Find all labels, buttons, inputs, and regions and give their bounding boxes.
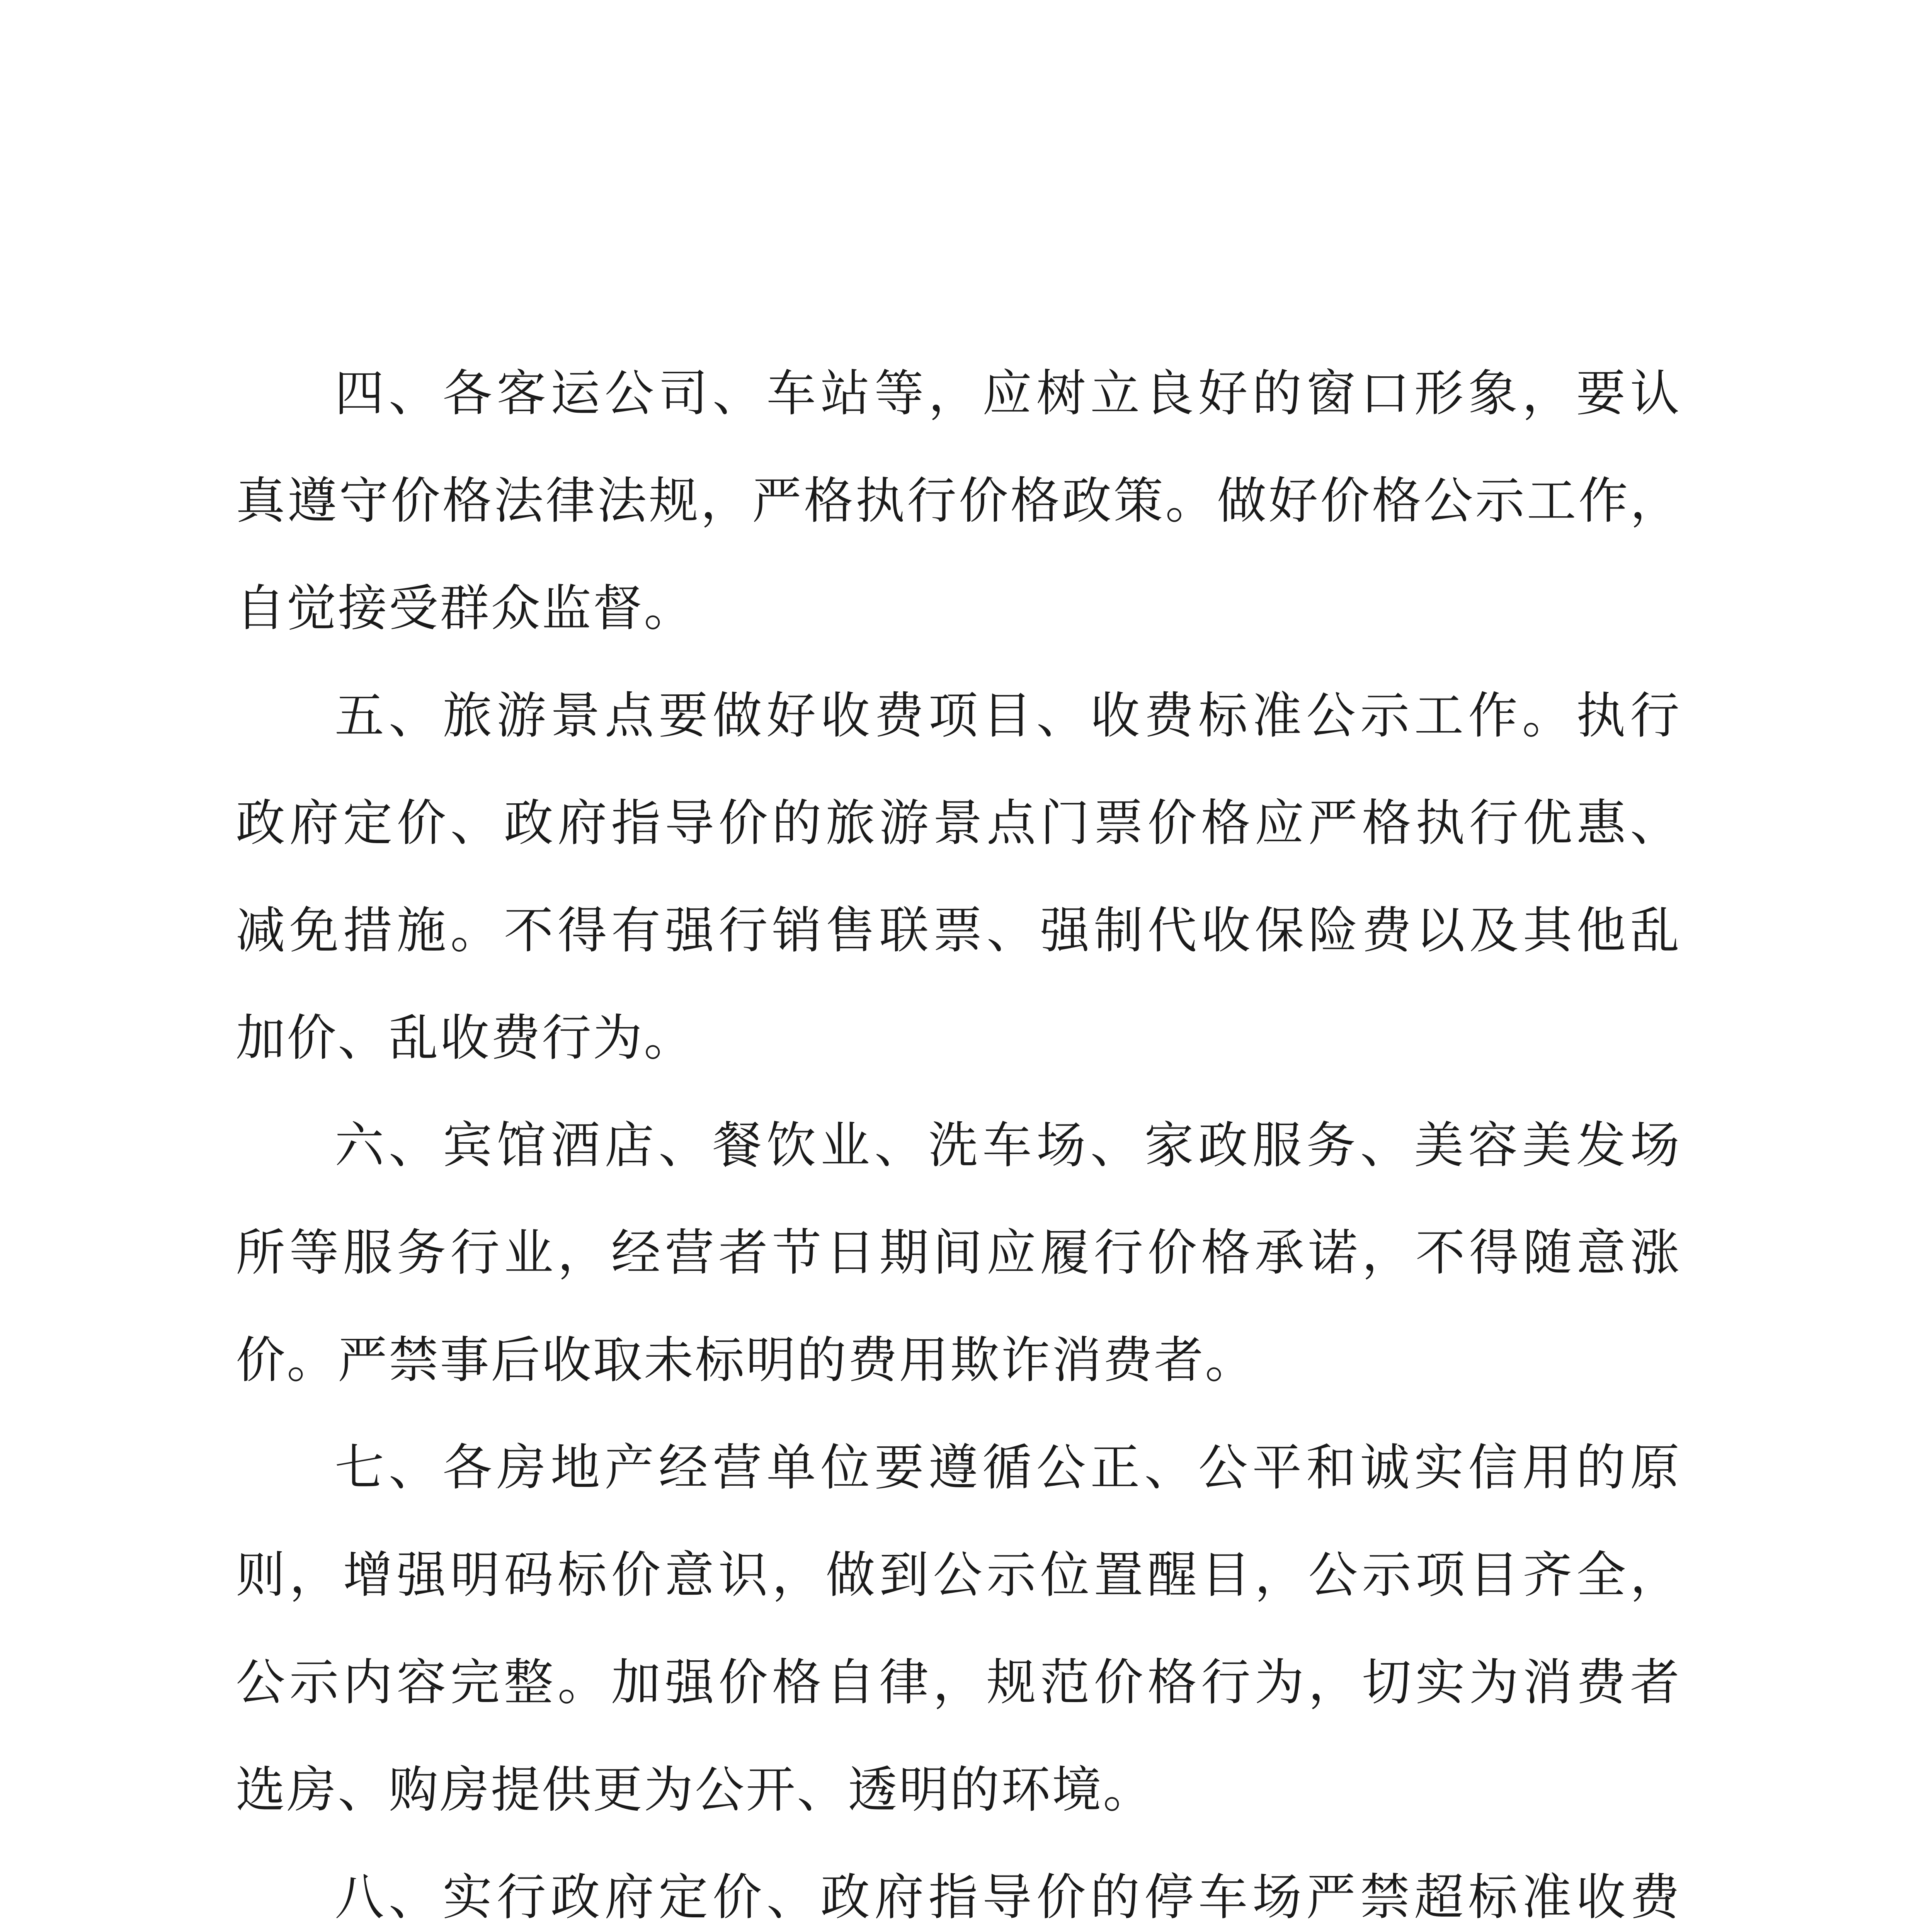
paragraph-tourist-attractions [236,662,1681,1092]
document-body [236,340,1681,1932]
text-line: 公示内容完整。加强价格自律，规范价格行为，切实为消费者 [236,1654,1681,1711]
paragraph-real-estate [236,1414,1681,1844]
text-line: 七、各房地产经营单位要遵循公正、公平和诚实信用的原 [335,1439,1681,1497]
paragraph-service-industry [236,1092,1681,1414]
paragraph-parking [236,1844,1681,1932]
text-line: 六、宾馆酒店、餐饮业、洗车场、家政服务、美容美发场 [335,1117,1681,1174]
text-line: 政府定价、政府指导价的旅游景点门票价格应严格执行优惠、 [236,794,1681,852]
text-line: 加价、乱收费行为。 [236,1009,695,1067]
text-line: 自觉接受群众监督。 [236,580,695,637]
text-line: 所等服务行业，经营者节日期间应履行价格承诺，不得随意涨 [236,1224,1681,1282]
text-line: 价。严禁事后收取未标明的费用欺诈消费者。 [236,1332,1256,1389]
text-line: 选房、购房提供更为公开、透明的环境。 [236,1761,1154,1819]
text-line: 则，增强明码标价意识，做到公示位置醒目，公示项目齐全， [236,1546,1681,1604]
text-line: 减免措施。不得有强行销售联票、强制代收保险费以及其他乱 [236,902,1681,959]
paragraph-passenger-transport [236,340,1681,662]
text-line: 五、旅游景点要做好收费项目、收费标准公示工作。执行 [335,687,1681,745]
text-line: 八、实行政府定价、政府指导价的停车场严禁超标准收费 [335,1869,1681,1926]
text-line: 真遵守价格法律法规，严格执行价格政策。做好价格公示工作， [236,472,1681,530]
text-line: 四、各客运公司、车站等，应树立良好的窗口形象，要认 [335,365,1681,422]
